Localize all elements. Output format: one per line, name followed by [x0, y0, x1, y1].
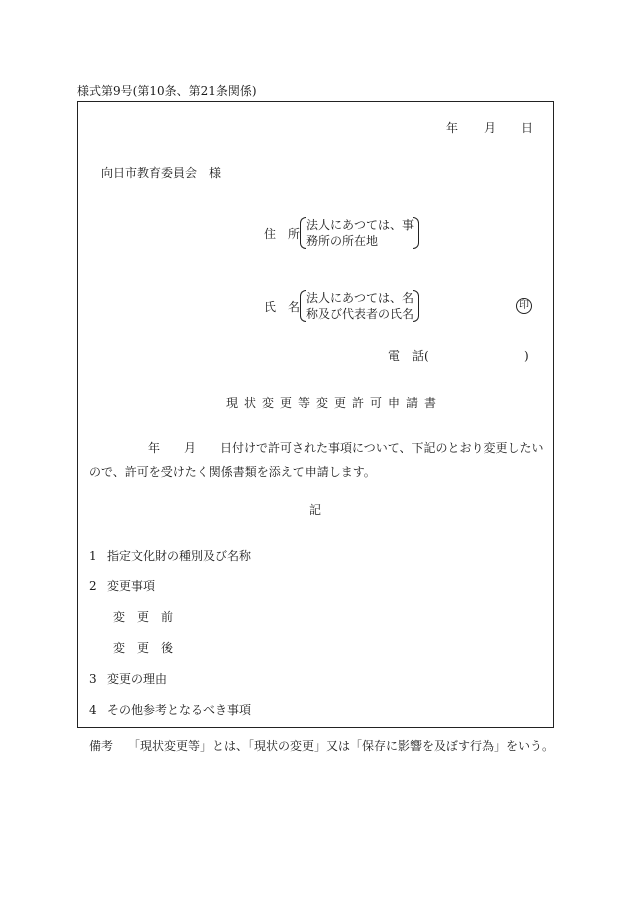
address-label-1: 住: [264, 227, 277, 241]
body-line1: 日付けで許可された事項について、下記のとおり変更したい: [220, 441, 544, 455]
name-note-line2: 称及び代表者の氏名: [306, 307, 415, 321]
phone-label: 電 話(: [388, 349, 429, 363]
remarks-label: 備考: [89, 739, 114, 753]
addressee: 向日市教育委員会 様: [101, 166, 222, 180]
item-4-text: その他参考となるべき事項: [107, 703, 252, 717]
document-title: 現状変更等変更許可申請書: [226, 396, 443, 410]
name-note-line1: 法人にあつては、名: [306, 291, 415, 305]
date-year-label: 年: [446, 121, 459, 135]
item-3-number: 3: [89, 672, 97, 686]
seal-mark: 印: [516, 298, 532, 314]
address-bracket-right: [413, 217, 419, 249]
name-bracket-right: [413, 290, 419, 322]
item-1-number: 1: [89, 549, 97, 563]
name-label-1: 氏: [264, 300, 277, 314]
date-month-label: 月: [484, 121, 497, 135]
item-4-number: 4: [89, 703, 97, 717]
body-month: 月: [184, 441, 197, 455]
ki-heading: 記: [309, 503, 322, 517]
address-label-2: 所: [288, 227, 301, 241]
change-before-label: 変 更 前: [113, 610, 174, 624]
item-2-text: 変更事項: [107, 579, 156, 593]
body-year: 年: [148, 441, 161, 455]
form-number: 様式第9号(第10条、第21条関係): [77, 84, 257, 98]
name-label-2: 名: [288, 300, 301, 314]
address-note-line2: 務所の所在地: [306, 234, 379, 248]
item-1-text: 指定文化財の種別及び名称: [107, 549, 252, 563]
phone-close-paren: ): [524, 349, 529, 363]
date-day-label: 日: [521, 121, 534, 135]
change-after-label: 変 更 後: [113, 641, 174, 655]
remarks-text: 「現状変更等」とは、「現状の変更」又は「保存に影響を及ぼす行為」をいう。: [128, 739, 555, 753]
item-2-number: 2: [89, 579, 97, 593]
body-line2: ので、許可を受けたく関係書類を添えて申請します。: [89, 465, 376, 479]
application-form-frame: [77, 101, 554, 728]
address-note-line1: 法人にあつては、事: [306, 218, 415, 232]
item-3-text: 変更の理由: [107, 672, 168, 686]
